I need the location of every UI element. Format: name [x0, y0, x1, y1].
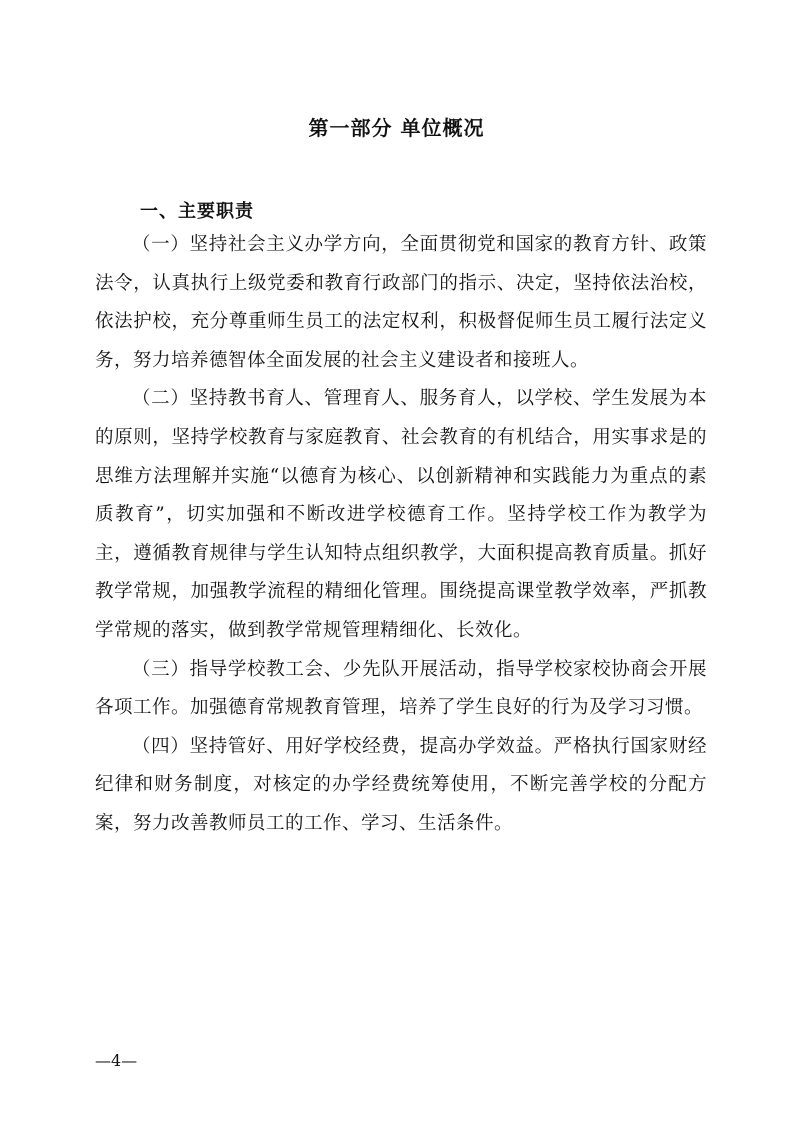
- paragraph-1: （一）坚持社会主义办学方向，全面贯彻党和国家的教育方针、政策法令，认真执行上级党委和教育行政部门的指示、决定，坚持依法治校，依法护校，充分尊重师生员工的法定权利，积极督促师生员工履行法定义务，努力培养德智体全面发展的社会主义建设者和接班人。: [95, 234, 707, 371]
- section-heading: 一、主要职责: [140, 201, 254, 222]
- body-text: [95, 226, 707, 844]
- paragraph-4: （四）坚持管好、用好学校经费，提高办学效益。严格执行国家财经纪律和财务制度，对核定的办学经费统筹使用，不断完善学校的分配方案，努力改善教师员工的工作、学习、生活条件。: [95, 735, 707, 834]
- paragraph-2: （二）坚持教书育人、管理育人、服务育人，以学校、学生发展为本的原则，坚持学校教育与家庭教育、社会教育的有机结合，用实事求是的思维方法理解并实施“以德育为核心、以创新精神和实践能力为重点的素质教育”，切实加强和不断改进学校德育工作。坚持学校工作为教学为主，遵循教育规律与学生认知特点组织教学，大面积提高教育质量。抓好教学常规，加强教学流程的精细化管理。围绕提高课堂教学效率，严抓教学常规的落实，做到教学常规管理精细化、长效化。: [95, 388, 707, 641]
- page-number: —4—: [95, 1051, 138, 1070]
- paragraph-3: （三）指导学校教工会、少先队开展活动，指导学校家校协商会开展各项工作。加强德育常规教育管理，培养了学生良好的行为及学习习惯。: [95, 658, 707, 719]
- page-title: 第一部分 单位概况: [308, 116, 485, 140]
